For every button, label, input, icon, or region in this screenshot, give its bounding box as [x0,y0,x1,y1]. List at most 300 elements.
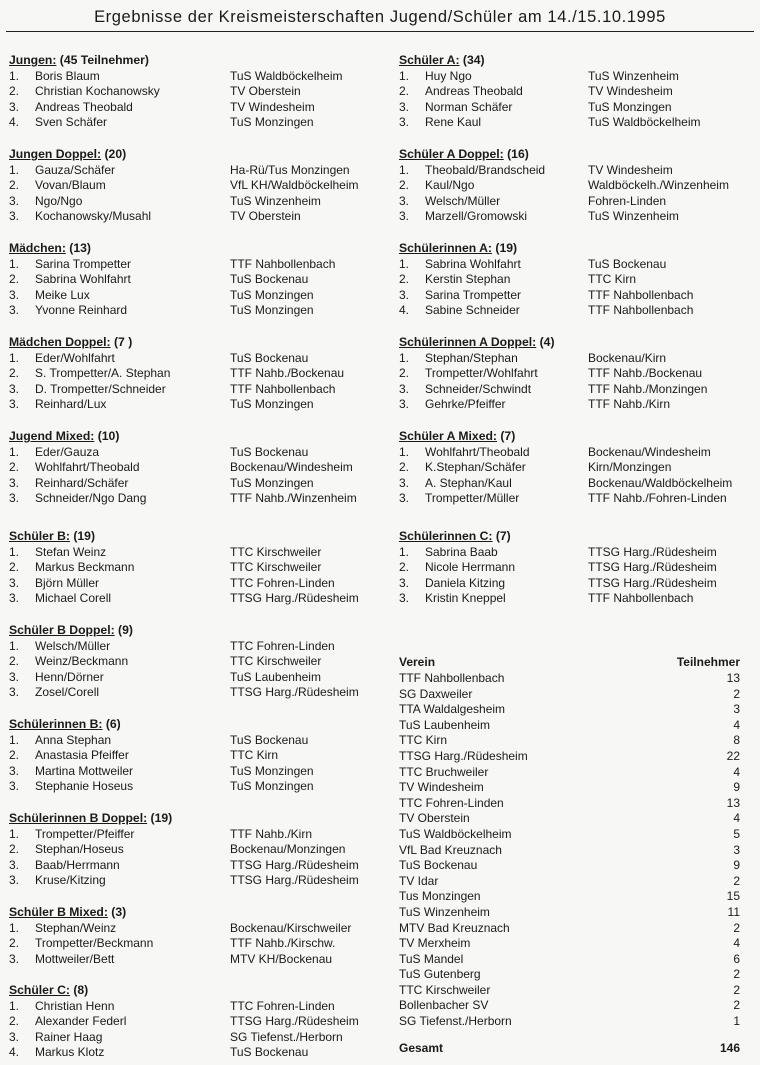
title-underline [6,31,754,32]
verein-count: 6 [733,951,740,966]
result-row [399,575,717,592]
placement: 3. [399,397,410,411]
club-name: SG Tiefenst./Herborn [230,1029,343,1044]
section-heading-count: (16) [507,147,529,161]
section-schueler-b-mixed [9,905,352,967]
verein-count: 13 [726,671,740,685]
club-name: TuS Waldböckelheim [588,115,701,129]
section-heading-title: Schülerinnen B Doppel: [9,811,148,825]
verein-count: 9 [733,858,740,873]
placement: 1. [399,350,410,365]
section-heading-title: Schüler A: [399,53,460,67]
placement: 2. [399,460,410,474]
verein-row [399,702,740,718]
section-heading [399,429,515,445]
verein-name: TuS Waldböckelheim [399,826,512,841]
section-heading-count: (4) [539,335,555,349]
result-row [399,444,711,461]
placement: 3. [9,287,20,302]
result-row [399,381,708,398]
verein-count: 4 [733,936,740,951]
club-name: TTF Nahbollenbach [230,256,336,271]
result-row [399,99,672,116]
player-name: Rene Kaul [425,115,482,129]
verein-row [399,733,740,749]
section-heading [9,983,88,999]
club-name: Waldböckelh./Winzenheim [588,178,729,192]
club-name: TTF Nahbollenbach [588,287,694,302]
verein-name: TuS Bockenau [399,858,478,873]
player-name: Sabrina Wohlfahrt [35,272,131,286]
verein-name: SG Daxweiler [399,686,473,701]
section-heading [9,147,126,163]
verein-name: TTA Waldalgesheim [399,702,506,717]
verein-row [399,1014,740,1030]
result-row [9,381,336,398]
club-name: Kirn/Monzingen [588,460,672,474]
section-heading-title: Jungen Doppel: [9,147,102,161]
player-name: Kruse/Kitzing [35,873,106,887]
section-heading [399,335,555,351]
section-heading-title: Mädchen Doppel: [9,335,111,349]
club-name: TTSG Harg./Rüdesheim [588,560,717,574]
verein-name: SG Tiefenst./Herborn [399,1014,512,1029]
placement: 2. [9,842,20,856]
section-heading-title: Schüler A Doppel: [399,147,504,161]
club-name: Bockenau/Windesheim [588,444,711,459]
player-name: Christian Kochanowsky [35,84,160,98]
player-name: Sarina Trompetter [35,256,132,271]
placement: 1. [9,732,20,747]
section-heading-count: (3) [111,905,127,919]
result-row [9,209,301,225]
result-row [399,256,667,273]
result-row [9,779,314,795]
verein-count: 2 [733,998,740,1013]
placement: 3. [9,1029,20,1044]
club-name: Bockenau/Kirn [588,350,667,365]
result-row [9,115,314,131]
player-name: Schneider/Schwindt [425,381,532,396]
club-name: TuS Monzingen [230,475,314,490]
player-name: Yvonne Reinhard [35,303,128,317]
club-name: TTF Nahbollenbach [588,591,694,605]
club-name: TTSG Harg./Rüdesheim [230,857,359,872]
club-name: TuS Bockenau [230,272,309,286]
placement: 3. [399,591,410,605]
result-row [399,68,679,85]
section-schueler-a-doppel [399,147,729,225]
placement: 2. [9,936,20,950]
verein-name: TV Oberstein [399,811,470,826]
club-name: TTF Nahbollenbach [230,381,336,396]
placement: 3. [399,209,410,223]
section-schueler-a-mixed [399,429,733,507]
club-name: Bockenau/Kirschweiler [230,920,352,935]
club-name: TTC Fohren-Linden [230,575,335,590]
verein-name: VfL Bad Kreuznach [399,842,502,857]
player-name: Marzell/Gromowski [425,209,528,223]
section-heading-count: (8) [73,983,89,997]
verein-row [399,749,740,765]
placement: 3. [9,779,20,793]
club-name: TTSG Harg./Rüdesheim [230,873,359,887]
club-name: TuS Winzenheim [588,68,679,83]
verein-name: Bollenbacher SV [399,998,489,1013]
player-name: Vovan/Blaum [35,178,106,192]
verein-count: 9 [733,780,740,795]
player-name: Boris Blaum [35,68,100,83]
result-row [9,826,313,843]
section-heading [399,147,529,163]
club-name: TTSG Harg./Rüdesheim [230,685,359,699]
verein-count: 4 [733,811,740,826]
verein-count: 2 [733,920,740,935]
placement: 4. [9,1045,20,1059]
verein-row [399,671,740,687]
placement: 3. [9,303,20,317]
section-maedchen-doppel [9,335,345,413]
placement: 3. [399,287,410,302]
section-heading-title: Schüler B: [9,529,70,543]
player-name: S. Trompetter/A. Stephan [35,366,171,380]
placement: 1. [9,920,20,935]
result-row [399,193,667,210]
result-row [9,748,278,764]
section-jungen [9,53,343,131]
verein-row [399,874,740,890]
verein-name: TV Idar [399,873,439,888]
player-name: Björn Müller [35,575,100,590]
result-row [9,350,309,367]
placement: 3. [9,397,20,411]
section-schuelerinnen-a-doppel [399,335,708,413]
player-name: Martina Mottweiler [35,763,134,778]
player-name: Trompetter/Wohlfahrt [425,366,538,380]
verein-name: TTC Bruchweiler [399,764,489,779]
section-heading [9,241,91,257]
section-heading-title: Schüler A Mixed: [399,429,497,443]
verein-name: TuS Gutenberg [399,967,481,982]
player-name: Norman Schäfer [425,99,513,114]
verein-name: TV Merxheim [399,936,471,951]
verein-row [399,858,740,874]
player-name: Anastasia Pfeiffer [35,748,129,762]
result-row [9,99,315,116]
placement: 1. [399,68,410,83]
club-name: TuS Monzingen [230,287,314,302]
verein-name: Tus Monzingen [399,889,481,904]
placement: 1. [399,162,410,177]
player-name: K.Stephan/Schäfer [425,460,526,474]
club-name: TTSG Harg./Rüdesheim [588,544,717,559]
club-name: Bockenau/Windesheim [230,460,353,474]
verein-rows [399,671,740,1030]
section-schueler-c [9,983,359,1061]
section-heading [9,335,132,351]
placement: 1. [9,350,20,365]
club-name: TTC Kirschweiler [230,544,322,559]
player-name: Huy Ngo [425,68,472,83]
result-row [9,544,322,561]
player-name: Mottweiler/Bett [35,951,115,966]
placement: 3. [9,763,20,778]
section-heading-count: (45 Teilnehmer) [59,53,149,67]
section-heading-count: (19) [495,241,518,255]
section-heading [399,241,517,257]
result-row [399,272,636,288]
placement: 2. [399,560,410,574]
placement: 3. [9,951,20,966]
placement: 3. [399,115,410,129]
club-name: TTC Fohren-Linden [230,998,335,1013]
placement: 2. [9,654,20,668]
result-row [9,732,309,749]
player-name: Kaul/Ngo [425,178,475,192]
verein-row [399,718,740,734]
section-heading [9,53,149,69]
placement: 2. [9,1014,20,1028]
verein-row [399,889,740,905]
player-name: Stephanie Hoseus [35,779,134,793]
placement: 2. [399,272,410,286]
player-name: Sabine Schneider [425,303,520,317]
total-label: Gesamt [399,1041,444,1055]
result-row [399,397,671,413]
section-heading-title: Mädchen: [9,241,66,255]
placement: 2. [399,178,410,192]
player-name: Welsch/Müller [35,638,111,653]
placement: 3. [9,591,20,605]
section-schueler-b [9,529,359,607]
teilnehmer-header-label: Teilnehmer [676,655,740,669]
result-row [9,575,335,592]
verein-row [399,936,740,952]
player-name: Meike Lux [35,287,90,302]
club-name: TV Oberstein [230,209,301,223]
club-name: TTSG Harg./Rüdesheim [230,591,359,605]
player-name: Stephan/Hoseus [35,842,124,856]
player-name: Andreas Theobald [425,84,523,98]
verein-row [399,765,740,781]
placement: 3. [9,209,20,223]
verein-name: TTC Fohren-Linden [399,795,504,810]
placement: 4. [9,115,20,129]
verein-row [399,780,740,796]
player-name: Ngo/Ngo [35,193,83,208]
result-row [9,763,314,780]
section-maedchen [9,241,336,319]
result-row [9,162,350,179]
result-row [9,669,321,686]
section-heading-count: (19) [73,529,96,543]
player-name: Kristin Kneppel [425,591,506,605]
placement: 3. [9,193,20,208]
placement: 2. [9,84,20,98]
club-name: TTF Nahb./Fohren-Linden [588,491,727,505]
placement: 3. [9,669,20,684]
result-row [399,544,717,561]
result-row [9,951,333,968]
placement: 1. [399,544,410,559]
club-name: TTF Nahbollenbach [588,303,694,317]
placement: 1. [9,826,20,841]
page-title: Ergebnisse der Kreismeisterschaften Jugend/Schüler am 14./15.10.1995 [94,8,666,26]
verein-name: TTSG Harg./Rüdesheim [399,748,528,763]
result-row [399,84,673,100]
placement: 1. [9,998,20,1013]
verein-row [399,796,740,812]
player-name: Daniela Kitzing [425,575,506,590]
club-name: TuS Monzingen [230,115,314,129]
placement: 3. [399,491,410,505]
placement: 2. [9,178,20,192]
result-row [9,397,314,413]
club-name: TTF Nahb./Winzenheim [230,491,357,505]
placement: 1. [399,444,410,459]
verein-row [399,983,740,999]
club-name: TTF Nahb./Monzingen [588,381,708,396]
section-heading [9,529,95,545]
result-row [9,193,321,210]
placement: 3. [9,99,20,114]
player-name: Kochanowsky/Musahl [35,209,152,223]
section-heading-title: Schülerinnen A: [399,241,492,255]
section-heading-count: (20) [104,147,127,161]
result-row [9,178,359,194]
placement: 1. [9,68,20,83]
verein-row [399,843,740,859]
placement: 2. [9,366,20,380]
result-row [399,178,729,194]
player-name: Theobald/Brandscheid [425,162,546,177]
club-name: TuS Waldböckelheim [230,68,343,83]
result-row [9,638,335,655]
result-row [9,685,359,701]
club-name: TuS Bockenau [230,732,309,747]
club-name: Fohren-Linden [588,193,667,208]
club-name: TV Windesheim [588,162,673,177]
placement: 3. [399,575,410,590]
verein-count: 11 [727,904,740,919]
club-name: TuS Winzenheim [588,209,679,223]
section-heading [9,429,119,445]
verein-table-header [399,654,740,671]
club-name: TTF Nahb./Kirschw. [230,936,336,950]
club-name: MTV KH/Bockenau [230,951,333,966]
player-name: Schneider/Ngo Dang [35,491,147,505]
verein-name: TuS Winzenheim [399,904,490,919]
placement: 3. [399,193,410,208]
verein-count: 2 [733,873,740,888]
section-heading-count: (6) [105,717,121,731]
result-row [9,475,314,492]
result-row [9,444,309,461]
club-name: TuS Winzenheim [230,193,321,208]
player-name: Kerstin Stephan [425,272,511,286]
result-row [9,873,359,889]
result-row [399,366,703,382]
result-row [399,209,679,225]
placement: 2. [9,460,20,474]
verein-table [399,654,740,1055]
result-row [9,920,352,937]
club-name: TTSG Harg./Rüdesheim [588,575,717,590]
player-name: Eder/Wohlfahrt [35,350,115,365]
club-name: TTF Nahb./Kirn [588,397,671,411]
player-name: Trompetter/Müller [425,491,520,505]
club-name: TTC Kirn [588,272,636,286]
section-heading [9,717,121,733]
club-name: TTC Kirschweiler [230,654,322,668]
verein-count: 4 [733,764,740,779]
placement: 2. [399,366,410,380]
verein-count: 5 [733,826,740,841]
club-name: VfL KH/Waldböckelheim [230,178,359,192]
verein-count: 3 [733,842,740,857]
verein-count: 8 [733,733,740,748]
club-name: TV Windesheim [588,84,673,98]
section-heading-count: (34) [462,53,485,67]
club-name: TuS Monzingen [588,99,672,114]
result-row [9,998,335,1015]
player-name: Zosel/Corell [35,685,100,699]
section-heading-count: (7) [495,529,511,543]
section-schuelerinnen-c [399,529,717,607]
section-heading-title: Schülerinnen C: [399,529,493,543]
player-name: Henn/Dörner [35,669,104,684]
placement: 2. [9,272,20,286]
placement: 2. [9,748,20,762]
result-row [9,842,346,858]
player-name: Markus Beckmann [35,560,135,574]
verein-count: 1 [733,1014,740,1029]
verein-header-label: Verein [399,655,436,669]
player-name: Stephan/Weinz [35,920,117,935]
verein-row [399,811,740,827]
verein-count: 2 [733,967,740,982]
player-name: Stephan/Stephan [425,350,518,365]
result-row [399,350,667,367]
placement: 3. [399,99,410,114]
result-row [399,162,673,179]
placement: 2. [399,84,410,98]
placement: 3. [399,381,410,396]
player-name: Trompetter/Beckmann [35,936,154,950]
result-row [9,287,314,304]
verein-row [399,905,740,921]
club-name: TTSG Harg./Rüdesheim [230,1014,359,1028]
placement: 1. [9,444,20,459]
section-heading-title: Jugend Mixed: [9,429,95,443]
placement: 3. [9,381,20,396]
result-row [399,115,701,131]
player-name: Wohlfahrt/Theobald [425,444,530,459]
section-heading [9,623,133,639]
verein-total-row [399,1041,740,1057]
result-row [9,256,336,273]
section-schueler-b-doppel [9,623,359,701]
player-name: Sven Schäfer [35,115,108,129]
result-row [399,303,694,319]
result-row [9,272,309,288]
club-name: TV Windesheim [230,99,315,114]
verein-name: TTC Kirschweiler [399,982,491,997]
verein-count: 4 [733,717,740,732]
section-heading-title: Schüler B Mixed: [9,905,108,919]
player-name: Markus Klotz [35,1045,105,1059]
club-name: TuS Monzingen [230,779,314,793]
